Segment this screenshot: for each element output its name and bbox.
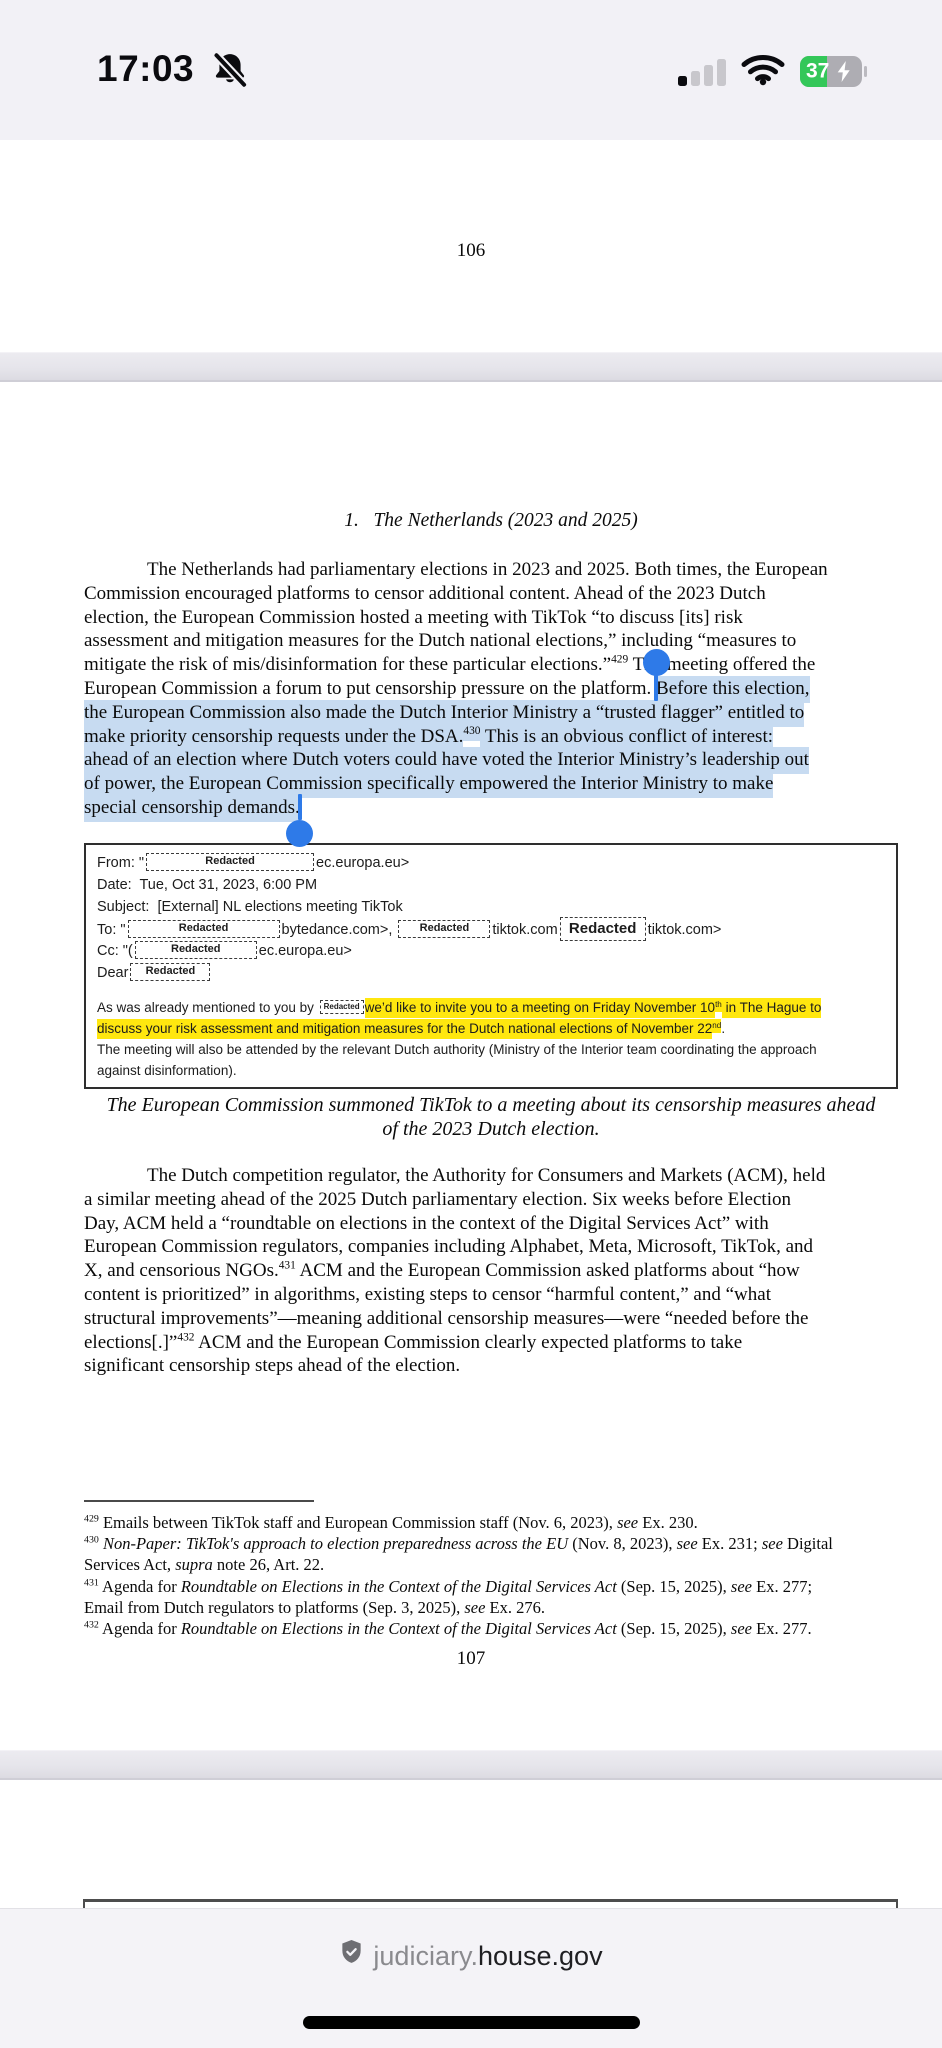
page-divider: [0, 352, 942, 382]
text-segment: The meeting will also be attended by the relevant Dutch authority (Ministry of the Interior team coordinating the approach: [97, 1042, 817, 1057]
redaction-box: Redacted: [135, 941, 257, 959]
paragraph-1[interactable]: [84, 558, 898, 820]
text-segment: Digital: [782, 1534, 833, 1554]
text-segment: Ex. 277.: [751, 1618, 812, 1638]
battery-percent: 37: [806, 59, 830, 83]
text-line: [97, 918, 885, 940]
text-segment: 429: [611, 653, 629, 666]
text-segment: Services Act,: [84, 1555, 176, 1575]
highlighted-text: we’d like to invite you to a meeting on Friday November 10: [365, 998, 715, 1018]
wifi-icon: [740, 52, 786, 91]
redaction-box: Redacted: [560, 917, 646, 941]
text-segment: 432: [84, 1619, 99, 1631]
highlighted-text: nd: [712, 1019, 721, 1033]
text-segment: see: [761, 1534, 783, 1554]
text-segment: ec.europa.eu>: [258, 943, 352, 959]
text-segment: ec.europa.eu>: [316, 855, 410, 871]
text-segment: Ex. 276.: [485, 1597, 546, 1617]
text-segment: Non-Paper: TikTok's approach to election preparedness across the EU: [102, 1534, 569, 1554]
text-segment: ACM and the European Commission asked platforms about “how: [295, 1260, 800, 1282]
text-line: [84, 1307, 898, 1331]
text-segment: Ex. 230.: [638, 1513, 698, 1532]
figure-caption: [84, 1094, 898, 1142]
text-line: [84, 1283, 898, 1307]
page-number-107: 107: [456, 1648, 486, 1669]
text-segment: Agenda for: [98, 1618, 181, 1638]
shield-icon: [339, 1939, 364, 1973]
text-line: [84, 1597, 898, 1618]
text-line: [97, 874, 885, 896]
redaction-box: Redacted: [320, 1000, 364, 1014]
text-segment: European Commission a forum to put censorship pressure on the platform.: [84, 677, 657, 699]
selected-text: the European Commission also made the Dutch Interior Ministry a “trusted flagger” entitled to: [84, 700, 804, 727]
text-line: [97, 940, 885, 962]
email-header: [97, 852, 885, 984]
text-segment: The Dutch competition regulator, the Authority for Consumers and Markets (ACM), held: [147, 1165, 826, 1186]
text-segment: European Commission regulators, companies including Alphabet, Meta, Microsoft, TikTok, and: [84, 1236, 814, 1258]
redaction-box: Redacted: [130, 963, 210, 981]
text-line: [84, 1164, 898, 1188]
text-segment: see: [730, 1618, 752, 1638]
text-line: [84, 1618, 898, 1639]
text-segment: Roundtable on Elections in the Context of the Digital Services Act: [180, 1618, 617, 1638]
text-line: [84, 558, 898, 582]
text-segment: Commission encouraged platforms to censor additional content. Ahead of the 2023 Dutch: [84, 582, 766, 604]
mute-bell-slash-icon: [210, 50, 250, 95]
text-segment: 431: [278, 1259, 296, 1272]
text-segment: content is prioritized” in algorithms, existing steps to censor “harmful content,” and “what: [84, 1283, 771, 1305]
text-line: [84, 1512, 898, 1533]
text-segment: Subject: [External] NL elections meeting TikTok: [97, 899, 403, 915]
text-line: [97, 997, 885, 1018]
text-segment: .: [721, 1021, 726, 1036]
text-line: [84, 1576, 898, 1597]
text-segment: Cc: "(: [97, 943, 133, 959]
selected-text: Before this election,: [656, 676, 810, 703]
highlighted-text: in The Hague to: [722, 998, 822, 1018]
url-text: [373, 1941, 602, 1972]
address-bar[interactable]: [0, 1939, 942, 1973]
status-icons: [678, 52, 862, 91]
safari-bottom-bar: [0, 1908, 942, 2048]
highlighted-text: discuss your risk assessment and mitigation measures for the Dutch national elections of November 22: [97, 1019, 712, 1039]
text-segment: Dear: [97, 965, 129, 981]
selected-text: 430: [463, 723, 480, 741]
redaction-box: Redacted: [146, 853, 314, 871]
text-segment: see: [730, 1576, 752, 1596]
selected-text: This is an obvious conflict of interest:: [480, 724, 773, 751]
clock: 17:03: [97, 48, 195, 89]
redaction-box: Redacted: [128, 920, 280, 938]
text-segment: 429: [84, 1513, 99, 1525]
paragraph-2[interactable]: [84, 1164, 898, 1378]
highlighted-text: th: [715, 998, 722, 1012]
selected-text: special censorship demands.: [84, 795, 300, 822]
text-segment: tiktok.com: [492, 921, 558, 938]
text-segment: Day, ACM held a “roundtable on elections in the context of the Digital Services Act” with: [84, 1212, 769, 1234]
text-segment: Ex. 277;: [751, 1576, 813, 1596]
text-line: [84, 748, 898, 772]
text-line: [84, 653, 898, 677]
text-line: [97, 852, 885, 874]
text-line: [84, 701, 898, 725]
text-segment: X, and censorious NGOs.: [84, 1260, 279, 1282]
text-line: [84, 1331, 898, 1355]
footnotes: [84, 1512, 898, 1639]
selected-text: make priority censorship requests under the DSA.: [84, 724, 463, 751]
text-line: [84, 1533, 898, 1554]
selected-text: of power, the European Commission specifically empowered the Interior Ministry to make: [84, 771, 773, 798]
selected-text: ahead of an election where Dutch voters could have voted the Interior Ministry’s leadership out: [84, 747, 809, 774]
text-segment: To: ": [97, 921, 126, 938]
footnote-separator: [84, 1500, 314, 1502]
text-segment: 431: [84, 1577, 99, 1589]
text-segment: significant censorship steps ahead of the election.: [84, 1355, 461, 1377]
text-line: [84, 725, 898, 749]
text-line: [84, 1354, 898, 1378]
text-segment: Agenda for: [98, 1576, 181, 1596]
section-heading: 1. The Netherlands (2023 and 2025): [344, 510, 638, 531]
text-segment: tiktok.com>: [647, 921, 722, 938]
email-body: [97, 997, 885, 1081]
email-exhibit-image: [84, 843, 898, 1089]
text-segment: The Netherlands had parliamentary elections in 2023 and 2025. Both times, the European: [147, 559, 828, 580]
text-segment: structural improvements”—meaning additional censorship measures—were “needed before the: [84, 1307, 809, 1329]
text-line: [84, 677, 898, 701]
text-line: [97, 1060, 885, 1081]
text-segment: see: [617, 1513, 639, 1532]
text-segment: (Sep. 15, 2025),: [616, 1618, 731, 1638]
page-divider-2: [0, 1750, 942, 1780]
text-segment: The meeting offered the: [628, 654, 816, 676]
text-segment: As was already mentioned to you by: [97, 1000, 318, 1015]
text-segment: 430: [84, 1534, 99, 1546]
cellular-signal-icon: [678, 58, 726, 86]
text-segment: bytedance.com>,: [281, 921, 397, 938]
page-number-106: 106: [456, 240, 486, 261]
redaction-box: Redacted: [398, 920, 490, 938]
text-segment: elections[.]”: [84, 1331, 178, 1353]
text-segment: a similar meeting ahead of the 2025 Dutch parliamentary election. Six weeks before Election: [84, 1188, 791, 1210]
text-segment: Ex. 231;: [697, 1534, 762, 1554]
text-segment: see: [676, 1534, 698, 1554]
battery-icon: [800, 56, 862, 87]
home-indicator[interactable]: [303, 2016, 640, 2029]
text-line: [84, 772, 898, 796]
text-line: [97, 962, 885, 984]
text-line: [84, 1212, 898, 1236]
text-segment: see: [464, 1597, 486, 1617]
text-line: [97, 1018, 885, 1039]
text-segment: supra: [175, 1555, 213, 1575]
status-bar: [0, 0, 942, 140]
text-segment: (Nov. 8, 2023),: [568, 1534, 677, 1554]
text-segment: mitigate the risk of mis/disinformation for these particular elections.”: [84, 654, 612, 676]
text-line: [97, 1039, 885, 1060]
text-segment: From: ": [97, 855, 145, 871]
text-line: [84, 582, 898, 606]
caption-line-2: of the 2023 Dutch election.: [382, 1117, 600, 1140]
url-domain: house.gov: [477, 1940, 603, 1971]
text-line: [84, 1554, 898, 1575]
text-segment: 432: [177, 1331, 195, 1344]
text-segment: Email from Dutch regulators to platforms (Sep. 3, 2025),: [84, 1597, 465, 1617]
text-line: [84, 606, 898, 630]
text-line: [84, 796, 898, 820]
text-line: [84, 1259, 898, 1283]
text-segment: Date: Tue, Oct 31, 2023, 6:00 PM: [97, 877, 318, 893]
text-line: [84, 629, 898, 653]
text-segment: Roundtable on Elections in the Context of the Digital Services Act: [180, 1576, 617, 1596]
text-line: [97, 896, 885, 918]
caption-line-1: The European Commission summoned TikTok to a meeting about its censorship measures ahead: [106, 1094, 876, 1116]
text-segment: (Sep. 15, 2025),: [616, 1576, 731, 1596]
text-segment: assessment and mitigation measures for the Dutch national elections,” including “measures to: [84, 630, 797, 652]
text-line: [84, 1235, 898, 1259]
text-segment: ACM and the European Commission clearly expected platforms to take: [194, 1331, 743, 1353]
url-subdomain: judiciary.: [373, 1940, 478, 1971]
text-segment: against disinformation).: [97, 1063, 237, 1078]
text-segment: election, the European Commission hosted a meeting with TikTok “to discuss [its] risk: [84, 606, 743, 628]
text-segment: Emails between TikTok staff and European Commission staff (Nov. 6, 2023),: [98, 1513, 618, 1532]
text-line: [84, 1188, 898, 1212]
text-segment: note 26, Art. 22.: [212, 1555, 325, 1575]
charging-bolt-icon: [836, 61, 852, 87]
